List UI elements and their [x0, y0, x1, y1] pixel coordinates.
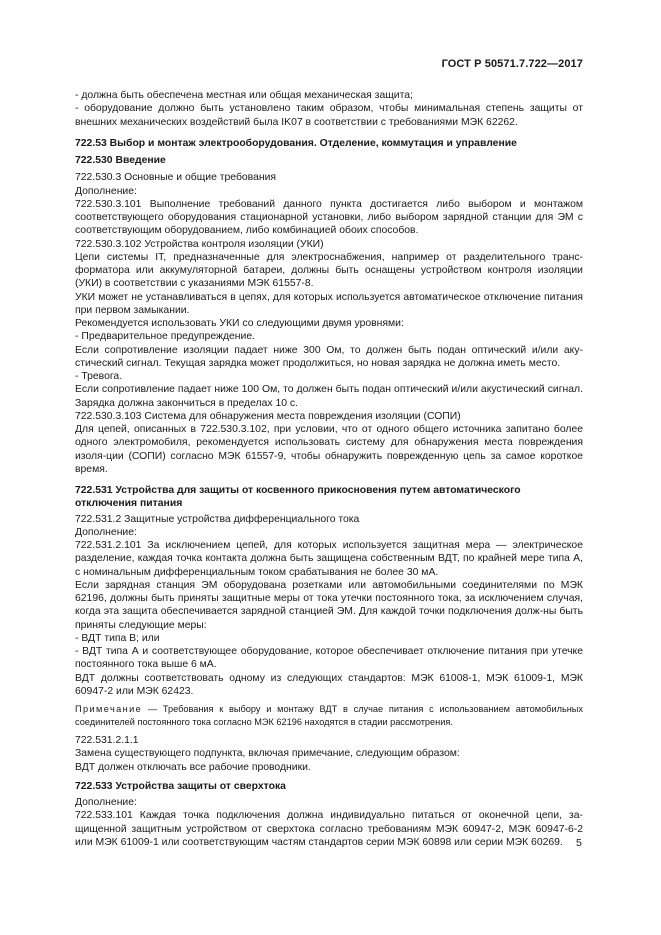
paragraph: 722.531.2 Защитные устройства дифференциального тока [75, 513, 360, 525]
paragraph: - ВДТ типа А и соответствующее оборудование, которое обеспечивает отключение питания при утечке постоянного тока выше 6 мА. [75, 646, 583, 671]
note-text: — Требования к выбору и монтажу ВДТ в случае питания с использованием автомобильных соединителей постоянного тока согласно МЭК 62196 находятся в стадии рассмотрения. [75, 704, 583, 727]
paragraph: - оборудование должно быть установлено таким образом, чтобы минимальная степень защиты от внешних механических воздействий была IK07 в соответствии с требованиями МЭК 62262. [75, 103, 583, 128]
paragraph: - Предварительное предупреждение. [75, 331, 255, 343]
paragraph: Дополнение: [75, 797, 137, 808]
paragraph: Замена существующего подпункта, включая примечание, следующим образом: [75, 748, 460, 760]
paragraph: 722.530.3.102 Устройства контроля изоляции (УКИ) [75, 238, 324, 250]
section-heading: 722.531 Устройства для защиты от косвенного прикосновения путем автоматического отключения питания [75, 485, 521, 510]
paragraph: 722.533.101 Каждая точка подключения должна индивидуально питаться от оконечной цепи, за-щищенной защитным устройством от сверхтока согласно требованиям МЭК 60947-2, МЭК 60947-6-2 или МЭК 61009-1 или соответствующим частям стандартов серии МЭК 60898 или серии МЭК 60269. [75, 810, 583, 848]
section-heading: 722.530 Введение [75, 155, 166, 166]
paragraph: 722.530.3 Основные и общие требования [75, 172, 277, 184]
paragraph: УКИ может не устанавливаться в цепях, для которых используется автоматическое отключение питания при первом замыкании. [75, 291, 583, 316]
paragraph: Для цепей, описанных в 722.530.3.102, при условии, что от одного общего источника запитано более одного электромобиля, рекомендуется использовать систему для обнаружения места повреждения изоля-ции (СОПИ) согласно МЭК 61557-9, чтобы обнаружить поврежденную цепь за самое короткое время. [75, 424, 583, 475]
page-number: 5 [576, 837, 582, 849]
paragraph: Дополнение: [75, 185, 137, 197]
paragraph: Дополнение: [75, 526, 137, 538]
note-label: Примечание [75, 704, 143, 714]
paragraph: ВДТ должен отключать все рабочие проводники. [75, 761, 311, 773]
paragraph: Если сопротивление падает ниже 100 Ом, то должен быть подан оптический и/или акустический сигнал. Зарядка должна закончиться в пределах 10 с. [75, 384, 583, 409]
section-heading: 722.53 Выбор и монтаж электрооборудования. Отделение, коммутация и управление [75, 137, 517, 149]
document-body [75, 89, 583, 849]
paragraph: 722.531.2.101 За исключением цепей, для которых используется защитная мера — электрическое разделение, каждая точка контакта должна быть защищена собственным ВДТ, по крайней мере типа А, с номинальным дифференциальным током срабатывания не более 30 мА. [75, 540, 583, 578]
paragraph: Цепи системы IT, предназначенные для электроснабжения, например от разделительного транс-форматора или аккумуляторной батареи, должны быть оснащены устройством контроля изоляции (УКИ) в соответствии с указаниями МЭК 61557-8. [75, 251, 583, 290]
paragraph: 722.530.3.103 Система для обнаружения места повреждения изоляции (СОПИ) [75, 410, 461, 422]
paragraph: - Тревога. [75, 371, 123, 382]
paragraph: ВДТ должны соответствовать одному из следующих стандартов: МЭК 61008-1, МЭК 61009-1, МЭК 60947-2 или МЭК 62423. [75, 672, 583, 697]
paragraph: - должна быть обеспечена местная или общая механическая защита; [75, 90, 413, 101]
paragraph: - ВДТ типа В; или [75, 632, 160, 644]
paragraph: Рекомендуется использовать УКИ со следующими двумя уровнями: [75, 318, 404, 329]
standard-header: ГОСТ Р 50571.7.722—2017 [441, 58, 583, 70]
paragraph: 722.531.2.1.1 [75, 735, 139, 746]
paragraph: Если сопротивление изоляции падает ниже 300 Ом, то должен быть подан оптический и/или аку-стический сигнал. Текущая зарядка может продолжиться, но новая зарядка не должна иметь место. [75, 344, 583, 369]
note [75, 703, 583, 728]
paragraph: 722.530.3.101 Выполнение требований данного пункта достигается либо выбором и монтажом соответствующего оборудования стационарной установки, либо выбором зарядной станции для ЭМ с соответствующим оборудованием, либо комбинацией обоих способов. [75, 198, 583, 237]
paragraph: Если зарядная станция ЭМ оборудована розетками или автомобильными соединителями по МЭК 62196, должны быть приняты защитные меры от тока утечки постоянного тока, за исключением случая, когда эта защита обеспечивается зарядной станцией ЭМ. Для каждой точки подключения долж-ны быть приняты следующие меры: [75, 579, 583, 631]
section-heading: 722.533 Устройства защиты от сверхтока [75, 780, 286, 792]
